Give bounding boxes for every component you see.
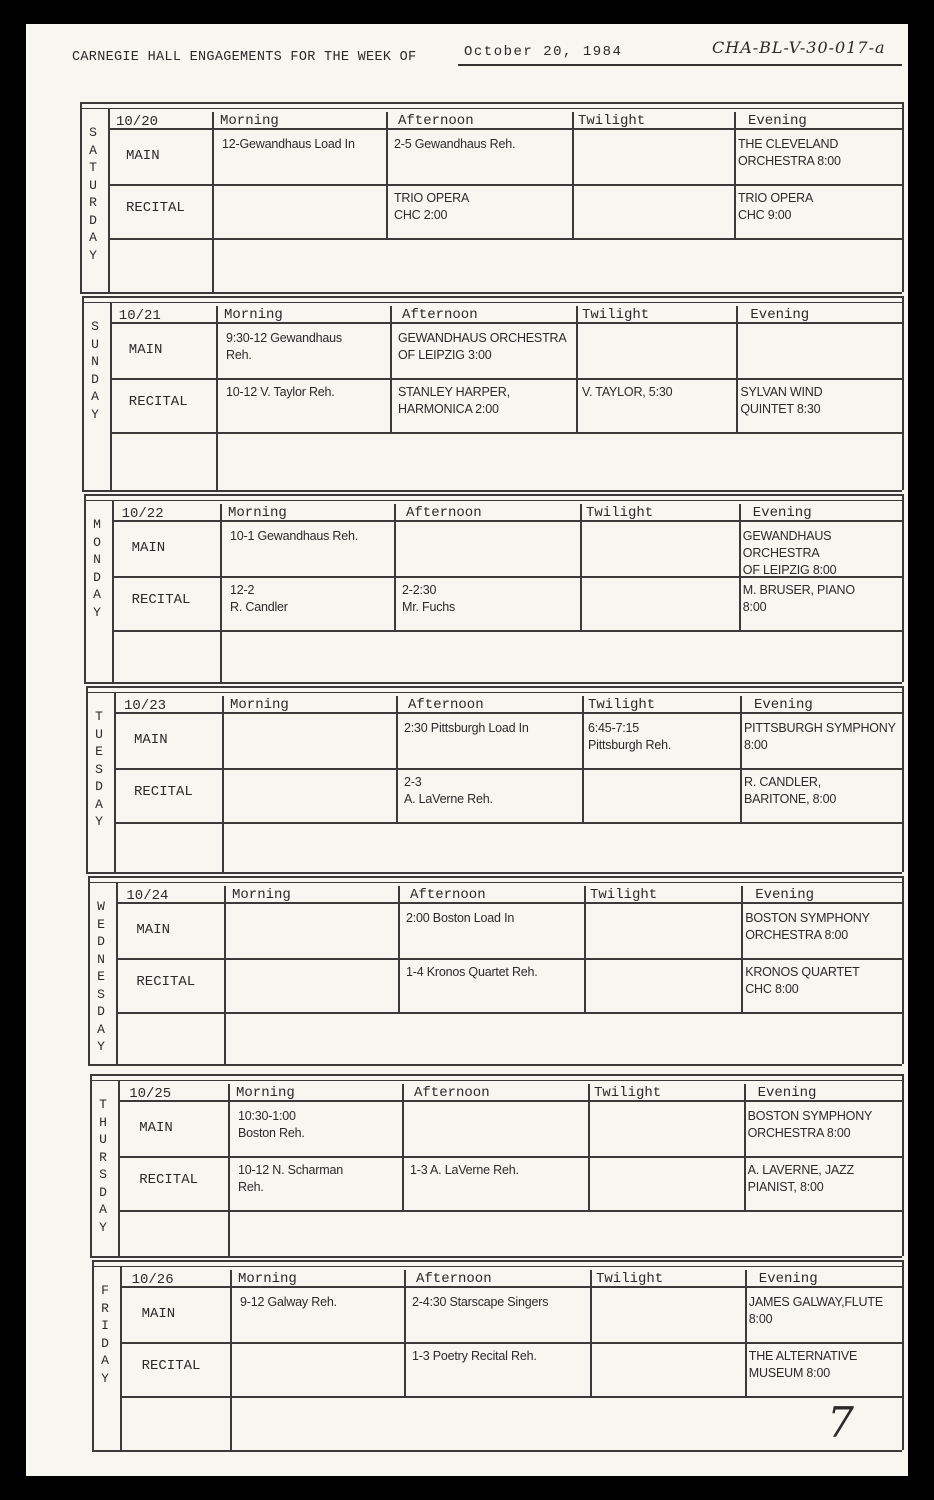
day-letter: E (97, 916, 105, 932)
column-label-morning: Morning (230, 697, 289, 713)
row-label-main: MAIN (128, 342, 163, 358)
recital-afternoon-entry: 1-3 Poetry Recital Reh. (412, 1349, 537, 1363)
day-name-thursday (96, 1096, 110, 1236)
recital-afternoon-entry: 1-3 A. LaVerne Reh. (410, 1163, 519, 1177)
day-label-rule (116, 882, 118, 1064)
recital-row-rule (118, 1210, 902, 1212)
day-label-rule (112, 500, 114, 682)
block-top-rule (88, 876, 902, 878)
day-label-rule (108, 108, 110, 292)
main-evening-entry: BOSTON SYMPHONY ORCHESTRA 8:00 (745, 911, 870, 942)
day-name-saturday (86, 124, 100, 264)
day-letter: D (93, 569, 101, 585)
block-top-rule-inner (82, 302, 902, 303)
header-underline (458, 64, 902, 66)
day-letter: A (95, 796, 103, 812)
recital-evening-entry: TRIO OPERA CHC 9:00 (738, 191, 814, 222)
day-letter: D (89, 212, 97, 228)
day-letter: Y (101, 1370, 109, 1386)
day-name-wednesday (94, 898, 108, 1056)
morning-col-rule (228, 1084, 230, 1256)
block-bottom-rule (80, 292, 902, 294)
block-left-rule (80, 102, 82, 292)
block-left-rule (82, 296, 84, 490)
day-label-rule (120, 1266, 122, 1450)
day-letter: U (99, 1132, 107, 1147)
block-top-rule-inner (84, 500, 902, 501)
recital-evening-entry: A. LAVERNE, JAZZ PIANIST, 8:00 (747, 1163, 854, 1194)
day-letter: Y (93, 604, 101, 620)
morning-col-rule (212, 112, 214, 292)
column-label-evening: Evening (758, 1271, 818, 1287)
date-label: 10/25 (129, 1086, 172, 1102)
main-evening-entry: JAMES GALWAY,FLUTE 8:00 (748, 1295, 883, 1326)
twilight-col-rule (584, 886, 586, 1012)
day-letter: Y (95, 814, 103, 829)
recital-afternoon-entry: 1-4 Kronos Quartet Reh. (406, 965, 538, 979)
main-evening-entry: THE CLEVELAND ORCHESTRA 8:00 (738, 137, 841, 168)
block-bottom-rule (86, 872, 902, 874)
recital-row-rule (108, 238, 902, 240)
afternoon-col-rule (398, 886, 400, 1012)
block-top-rule-inner (90, 1080, 902, 1081)
afternoon-col-rule (386, 112, 388, 238)
main-morning-entry: 9:30-12 Gewandhaus Reh. (226, 331, 342, 362)
day-letter: Y (91, 406, 99, 422)
row-label-recital: RECITAL (128, 394, 188, 410)
day-letter: E (97, 969, 105, 984)
column-label-afternoon: Afternoon (406, 505, 482, 521)
main-morning-entry: 10-1 Gewandhaus Reh. (230, 529, 359, 543)
day-letter: N (91, 354, 99, 369)
row-label-main: MAIN (126, 148, 160, 164)
day-letter: Y (89, 247, 97, 263)
column-label-afternoon: Afternoon (398, 113, 474, 129)
day-letter: S (91, 319, 99, 334)
day-letter: A (93, 587, 101, 602)
day-letter: F (101, 1283, 109, 1298)
day-letter: A (99, 1202, 107, 1217)
column-label-morning: Morning (228, 505, 287, 521)
day-name-monday (90, 516, 104, 621)
block-left-rule (86, 686, 88, 872)
morning-col-rule (220, 504, 222, 682)
day-letter: M (93, 517, 101, 532)
recital-morning-entry: 12-2 R. Candler (230, 583, 288, 614)
column-label-afternoon: Afternoon (414, 1085, 490, 1101)
recital-evening-entry: R. CANDLER, BARITONE, 8:00 (744, 775, 837, 806)
day-letter: A (89, 230, 97, 245)
main-row-rule (116, 958, 902, 960)
main-afternoon-entry: 2-4:30 Starscape Singers (412, 1295, 549, 1309)
day-letter: R (89, 195, 97, 210)
main-morning-entry: 12-Gewandhaus Load In (222, 137, 355, 151)
column-label-afternoon: Afternoon (416, 1271, 492, 1287)
day-letter: O (93, 534, 101, 550)
block-bottom-rule (92, 1450, 902, 1452)
main-row-rule (110, 378, 902, 380)
sheet-title: CARNEGIE HALL ENGAGEMENTS FOR THE WEEK OF (72, 50, 417, 65)
evening-col-rule (734, 112, 736, 238)
block-right-rule (902, 102, 904, 292)
column-label-evening: Evening (757, 1085, 817, 1101)
day-name-friday (98, 1282, 112, 1387)
day-letter: T (95, 709, 103, 724)
block-bottom-rule (84, 682, 902, 684)
day-letter: D (95, 779, 103, 794)
day-letter: S (89, 125, 97, 140)
column-label-afternoon: Afternoon (402, 307, 478, 323)
day-letter: U (91, 336, 99, 352)
main-row-rule (118, 1156, 902, 1158)
column-label-twilight: Twilight (582, 307, 650, 323)
day-letter: A (97, 1021, 105, 1037)
column-label-twilight: Twilight (590, 887, 658, 903)
day-letter: R (99, 1149, 107, 1165)
row-label-recital: RECITAL (141, 1358, 201, 1374)
day-letter: N (97, 951, 105, 967)
date-label: 10/20 (116, 114, 159, 130)
date-label: 10/21 (118, 308, 161, 324)
day-letter: D (91, 371, 99, 387)
morning-col-rule (224, 886, 226, 1064)
row-label-recital: RECITAL (126, 200, 185, 216)
recital-afternoon-entry: STANLEY HARPER, HARMONICA 2:00 (398, 385, 510, 416)
main-afternoon-entry: 2:00 Boston Load In (406, 911, 515, 925)
day-letter: A (91, 389, 99, 404)
evening-col-rule (745, 1270, 747, 1396)
column-label-twilight: Twilight (588, 697, 656, 713)
recital-row-rule (120, 1396, 902, 1398)
main-morning-entry: 10:30-1:00 Boston Reh. (238, 1109, 305, 1140)
day-letter: S (99, 1167, 107, 1182)
day-letter: E (95, 744, 103, 759)
column-label-twilight: Twilight (594, 1085, 662, 1101)
main-evening-entry: BOSTON SYMPHONY ORCHESTRA 8:00 (747, 1109, 873, 1140)
date-label: 10/24 (126, 888, 169, 904)
column-label-morning: Morning (220, 113, 279, 129)
recital-twilight-entry: V. TAYLOR, 5:30 (582, 385, 673, 399)
day-letter: S (97, 986, 105, 1002)
day-letter: T (99, 1097, 107, 1112)
page-number: 7 (827, 1398, 854, 1447)
recital-afternoon-entry: 2-2:30 Mr. Fuchs (402, 583, 456, 614)
block-top-rule (82, 296, 902, 298)
day-name-tuesday (92, 708, 106, 831)
column-label-evening: Evening (754, 697, 813, 713)
twilight-col-rule (588, 1084, 590, 1210)
block-left-rule (90, 1074, 92, 1256)
day-label-rule (118, 1080, 120, 1256)
block-top-rule (84, 494, 902, 496)
main-morning-entry: 9-12 Galway Reh. (240, 1295, 337, 1309)
recital-row-rule (114, 822, 902, 824)
day-letter: U (89, 177, 97, 193)
block-top-rule-inner (88, 882, 902, 883)
column-label-twilight: Twilight (596, 1271, 664, 1287)
day-letter: Y (97, 1039, 105, 1054)
evening-col-rule (741, 886, 743, 1012)
morning-col-rule (230, 1270, 232, 1450)
evening-col-rule (736, 306, 738, 432)
row-label-main: MAIN (131, 540, 166, 556)
main-afternoon-entry: GEWANDHAUS ORCHESTRA OF LEIPZIG 3:00 (398, 331, 567, 362)
column-label-morning: Morning (224, 307, 283, 323)
day-letter: A (101, 1353, 109, 1368)
day-letter: D (97, 934, 105, 949)
row-label-recital: RECITAL (139, 1172, 198, 1188)
recital-morning-entry: 10-12 V. Taylor Reh. (226, 385, 335, 399)
row-label-main: MAIN (136, 922, 170, 938)
recital-row-rule (116, 1012, 902, 1014)
column-label-evening: Evening (750, 307, 810, 323)
row-label-recital: RECITAL (136, 974, 196, 990)
day-label-rule (114, 692, 116, 872)
recital-morning-entry: 10-12 N. Scharman Reh. (238, 1163, 343, 1194)
recital-row-rule (110, 432, 902, 434)
block-left-rule (88, 876, 90, 1064)
main-afternoon-entry: 2:30 Pittsburgh Load In (404, 721, 529, 735)
block-left-rule (84, 494, 86, 682)
day-letter: S (95, 761, 103, 777)
day-letter: D (101, 1335, 109, 1351)
day-letter: H (99, 1114, 107, 1130)
main-evening-entry: PITTSBURGH SYMPHONY 8:00 (744, 721, 896, 752)
main-afternoon-entry: 2-5 Gewandhaus Reh. (394, 137, 516, 151)
date-label: 10/26 (131, 1272, 174, 1288)
twilight-col-rule (590, 1270, 592, 1396)
block-bottom-rule (82, 490, 902, 492)
column-label-morning: Morning (236, 1085, 295, 1101)
row-label-recital: RECITAL (131, 592, 191, 608)
column-label-morning: Morning (232, 887, 291, 903)
column-label-twilight: Twilight (578, 113, 646, 129)
day-letter: Y (99, 1219, 107, 1235)
morning-col-rule (222, 696, 224, 872)
archive-code: CHA-BL-V-30-017-a (712, 38, 886, 57)
recital-evening-entry: THE ALTERNATIVE MUSEUM 8:00 (748, 1349, 858, 1380)
main-row-rule (120, 1342, 902, 1344)
main-evening-entry: GEWANDHAUS ORCHESTRA OF LEIPZIG 8:00 (742, 529, 837, 577)
recital-evening-entry: M. BRUSER, PIANO 8:00 (742, 583, 855, 614)
row-label-recital: RECITAL (134, 784, 193, 800)
main-row-rule (114, 768, 902, 770)
afternoon-col-rule (390, 306, 392, 432)
recital-afternoon-entry: 2-3 A. LaVerne Reh. (404, 775, 493, 806)
day-letter: R (101, 1300, 109, 1316)
afternoon-col-rule (396, 696, 398, 822)
column-label-twilight: Twilight (586, 505, 654, 521)
evening-col-rule (739, 504, 741, 630)
recital-afternoon-entry: TRIO OPERA CHC 2:00 (394, 191, 470, 222)
main-row-rule (108, 184, 902, 186)
column-label-morning: Morning (238, 1271, 297, 1287)
morning-col-rule (216, 306, 218, 490)
column-label-evening: Evening (748, 113, 807, 129)
column-label-evening: Evening (755, 887, 814, 903)
recital-evening-entry: SYLVAN WIND QUINTET 8:30 (740, 385, 823, 416)
day-letter: A (89, 142, 97, 158)
day-name-sunday (88, 318, 102, 423)
week-date: October 20, 1984 (464, 44, 623, 60)
recital-row-rule (112, 630, 902, 632)
evening-col-rule (740, 696, 742, 822)
date-label: 10/22 (121, 506, 164, 522)
day-letter: D (97, 1004, 105, 1019)
row-label-main: MAIN (141, 1306, 176, 1322)
date-label: 10/23 (124, 698, 167, 714)
evening-col-rule (744, 1084, 746, 1210)
block-top-rule-inner (92, 1266, 902, 1267)
column-label-afternoon: Afternoon (410, 887, 486, 903)
column-label-evening: Evening (752, 505, 812, 521)
day-letter: W (97, 899, 105, 914)
block-left-rule (92, 1260, 94, 1450)
row-label-main: MAIN (139, 1120, 173, 1136)
day-letter: D (99, 1184, 107, 1200)
day-letter: N (93, 552, 101, 567)
day-letter: I (101, 1318, 109, 1333)
afternoon-col-rule (404, 1270, 406, 1396)
recital-evening-entry: KRONOS QUARTET CHC 8:00 (745, 965, 860, 996)
row-label-main: MAIN (134, 732, 168, 748)
day-letter: U (95, 726, 103, 742)
block-top-rule (90, 1074, 902, 1076)
block-bottom-rule (88, 1064, 902, 1066)
block-top-rule (92, 1260, 902, 1262)
main-twilight-entry: 6:45-7:15 Pittsburgh Reh. (588, 721, 672, 752)
block-top-rule (86, 686, 902, 688)
column-label-afternoon: Afternoon (408, 697, 484, 713)
block-top-rule (80, 102, 902, 104)
block-top-rule-inner (86, 692, 902, 693)
day-label-rule (110, 302, 112, 490)
day-letter: T (89, 160, 97, 175)
block-bottom-rule (90, 1256, 902, 1258)
block-top-rule-inner (80, 108, 902, 109)
